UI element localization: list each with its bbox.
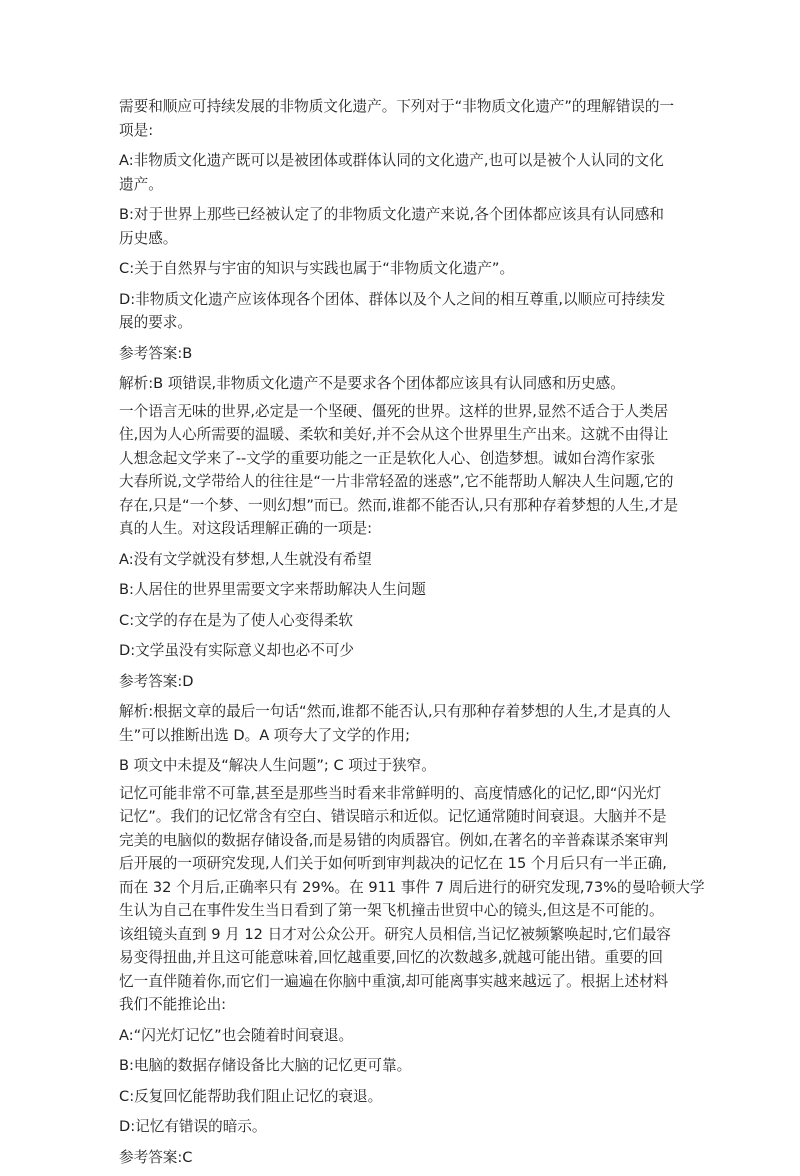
q1-answer-text: 参考答案:B (119, 344, 193, 362)
q2-analysis-continued (119, 754, 683, 778)
q3-stem (119, 782, 705, 1017)
q3-stem-line: 生认为自己在事件发生当日看到了第一架飞机撞击世贸中心的镜头,但这是不可能的。 (119, 902, 664, 919)
q3-answer (119, 1146, 683, 1170)
q3-stem-line: 忆一直伴随着你,而它们一遍遍在你脑中重演,却可能离事实越来越远了。根据上述材料 (119, 972, 669, 990)
q2-option-b-text: B:人居住的世界里需要文字来帮助解决人生问题 (119, 581, 426, 598)
q2-option-c (119, 609, 683, 633)
q3-stem-line: 易变得扭曲,并且这可能意味着,回忆越重要,回忆的次数越多,就越可能出错。重要的回 (119, 949, 663, 966)
q2-analysis-line: 解析:根据文章的最后一句话“然而,谁都不能否认,只有那种存着梦想的人生,才是真的人 (119, 703, 671, 720)
q1-option-b (119, 203, 683, 250)
q2-stem-line: 大春所说,文学带给人的往往是“一片非常轻盈的迷惑”,它不能帮助人解决人生问题,它的 (119, 473, 674, 490)
q1-option-d-line: 展的要求。 (119, 314, 192, 331)
q3-option-b-text: B:电脑的数据存储设备比大脑的记忆更可靠。 (119, 1057, 412, 1074)
q1-analysis (119, 372, 683, 396)
q3-option-c (119, 1085, 683, 1109)
q1-answer (119, 342, 683, 366)
q1-option-d-line: D:非物质文化遗产应该体现各个团体、群体以及个人之间的相互尊重,以顺应可持续发 (119, 290, 666, 308)
q2-option-a-text: A:没有文学就没有梦想,人生就没有希望 (119, 550, 372, 568)
q2-answer-text: 参考答案:D (119, 672, 194, 690)
q3-option-d (119, 1115, 683, 1139)
q1-option-c (119, 257, 683, 281)
q3-stem-line: 该组镜头直到 9 月 12 日才对公众公开。研究人员相信,当记忆被频繁唤起时,它们最容 (119, 925, 671, 943)
q1-analysis-text: 解析:B 项错误,非物质文化遗产不是要求各个团体都应该具有认同感和历史感。 (119, 375, 625, 392)
q3-option-c-text: C:反复回忆能帮助我们阻止记忆的衰退。 (119, 1087, 383, 1105)
q3-option-d-text: D:记忆有错误的暗示。 (119, 1118, 267, 1135)
q3-stem-line: 后开展的一项研究发现,人们关于如何听到审判裁决的记忆在 15 个月后只有一半正确, (119, 855, 667, 872)
q3-stem-line: 我们不能推论出: (119, 996, 227, 1013)
q1-stem-line: 项是: (119, 121, 154, 139)
q3-stem-line: 而在 32 个月后,正确率只有 29%。在 911 事件 7 周后进行的研究发现,73%的曼哈顿大学 (119, 878, 705, 896)
document-content (119, 95, 705, 1176)
q2-answer (119, 670, 683, 694)
q3-stem-line: 完美的电脑似的数据存储设备,而是易错的肉质器官。例如,在著名的辛普森谋杀案审判 (119, 831, 669, 849)
q2-analysis2-text: B 项文中未提及“解决人生问题”; C 项过于狭窄。 (119, 757, 436, 774)
q2-stem-line: 一个语言无味的世界,必定是一个坚硬、僵死的世界。这样的世界,显然不适合于人类居 (119, 402, 669, 420)
q3-stem-line: 记忆”。我们的记忆常含有空白、错误暗示和近似。记忆通常随时间衰退。大脑并不是 (119, 808, 667, 825)
q2-option-a (119, 548, 683, 572)
q2-analysis-line: 生”可以推断出选 D。A 项夸大了文学的作用; (119, 726, 411, 744)
q2-option-c-text: C:文学的存在是为了使人心变得柔软 (119, 611, 354, 629)
q1-option-b-line: 历史感。 (119, 229, 178, 247)
q3-stem-line: 记忆可能非常不可靠,甚至是那些当时看来非常鲜明的、高度情感化的记忆,即“闪光灯 (119, 784, 662, 802)
q2-stem-line: 真的人生。对这段话理解正确的一项是: (119, 520, 373, 537)
q1-option-d (119, 288, 683, 335)
q1-option-b-line: B:对于世界上那些已经被认定了的非物质文化遗产来说,各个团体都应该具有认同感和 (119, 206, 664, 223)
q3-answer-text: 参考答案:C (119, 1148, 193, 1166)
q3-option-b (119, 1054, 683, 1078)
q2-option-d-text: D:文学虽没有实际意义却也必不可少 (119, 642, 355, 659)
q1-option-c-line: C:关于自然界与宇宙的知识与实践也属于“非物质文化遗产”。 (119, 260, 515, 277)
q2-option-d (119, 639, 683, 663)
q2-stem-line: 存在,只是“一个梦、一则幻想”而已。然而,谁都不能否认,只有那种存着梦想的人生,才是 (119, 496, 679, 514)
q1-option-a-line: A:非物质文化遗产既可以是被团体或群体认同的文化遗产,也可以是被个人认同的文化 (119, 152, 664, 169)
q3-option-a-text: A:“闪光灯记忆”也会随着时间衰退。 (119, 1026, 354, 1044)
q3-option-a (119, 1024, 683, 1048)
q2-stem (119, 400, 683, 541)
q2-option-b (119, 578, 683, 602)
q2-stem-line: 住,因为人心所需要的温暖、柔软和美好,并不会从这个世界里生产出来。这就不由得让 (119, 426, 669, 443)
q1-option-a-line: 遗产。 (119, 175, 163, 193)
q1-stem-line: 需要和顺应可持续发展的非物质文化遗产。下列对于“非物质文化遗产”的理解错误的一 (119, 98, 675, 115)
q2-analysis (119, 700, 683, 747)
q1-stem (119, 95, 683, 142)
q2-stem-line: 人想念起文学来了--文学的重要功能之一正是软化人心、创造梦想。诚如台湾作家张 (119, 449, 655, 467)
q1-option-a (119, 149, 683, 196)
